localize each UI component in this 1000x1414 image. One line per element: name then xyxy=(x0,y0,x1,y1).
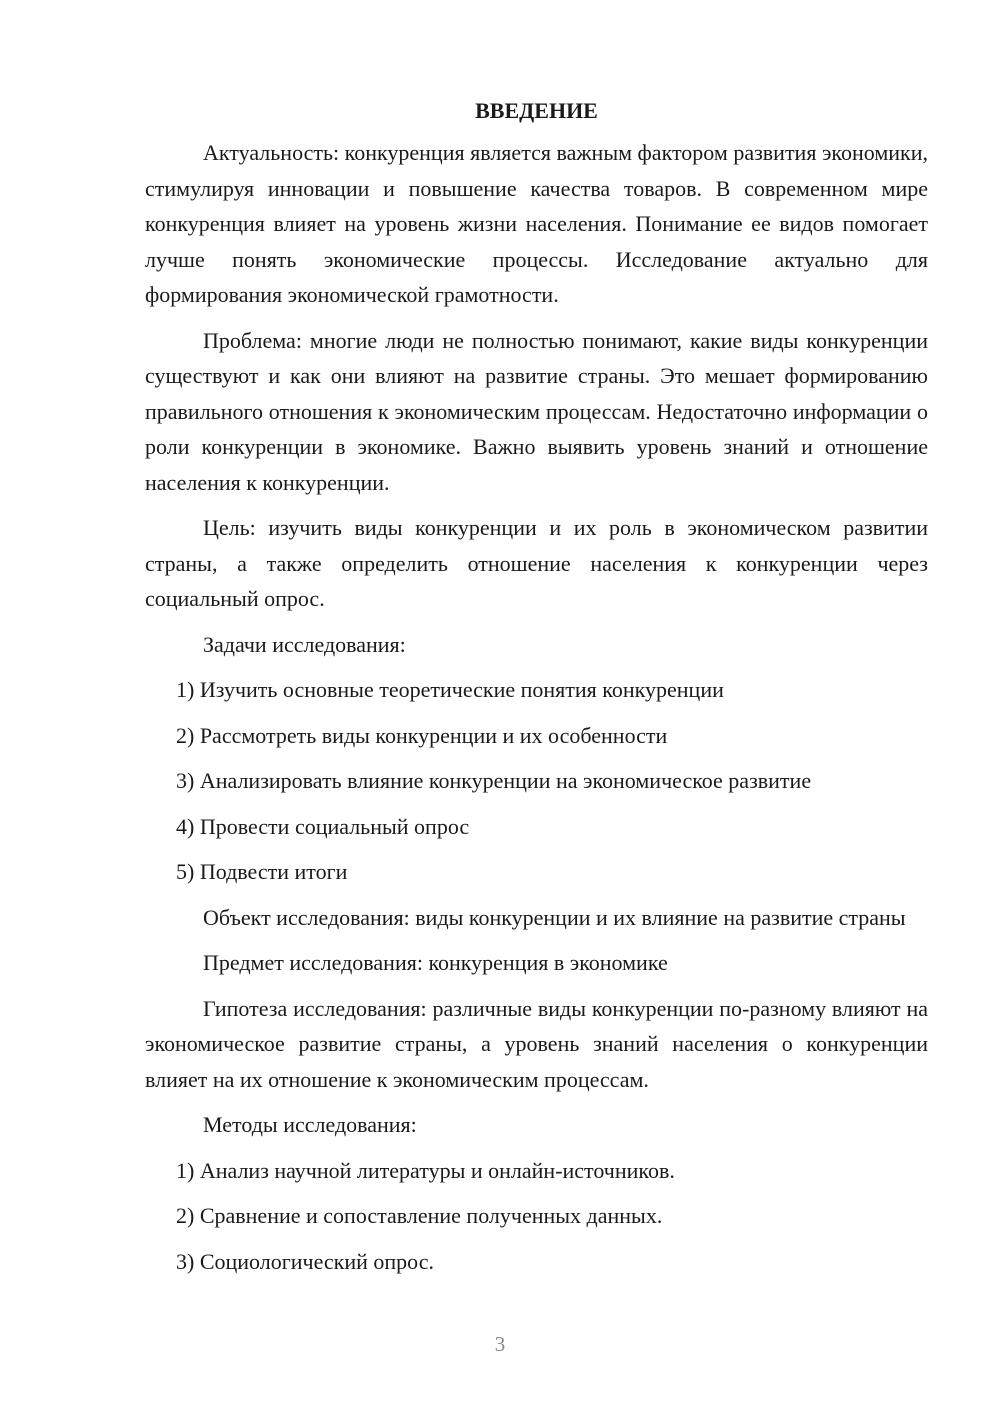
tasks-list xyxy=(145,672,928,890)
tasks-heading: Задачи исследования: xyxy=(203,631,406,657)
hypothesis-paragraph: Гипотеза исследования: различные виды конкуренции по-разному влияют на экономическое развитие страны, а уровень знаний населения о конкуренции влияет на их отношение к экономическим процессам. xyxy=(145,995,928,1092)
object-paragraph: Объект исследования: виды конкуренции и их влияние на развитие страны xyxy=(203,904,906,930)
task-item: 3) Анализировать влияние конкуренции на экономическое развитие xyxy=(176,768,812,793)
relevance-paragraph: Актуальность: конкуренция является важным фактором развития экономики, стимулируя инновации и повышение качества товаров. В современном мире конкуренция влияет на уровень жизни населения. Понимание ее видов помогает лучше понять экономические процессы. Исследование актуально для формирования экономической грамотности. xyxy=(145,140,928,307)
method-item: 1) Анализ научной литературы и онлайн-источников. xyxy=(176,1157,675,1183)
methods-heading: Методы исследования: xyxy=(203,1112,417,1137)
problem-paragraph: Проблема: многие люди не полностью понимают, какие виды конкуренции существуют и как они влияют на развитие страны. Это мешает формированию правильного отношения к экономическим процессам. Недостаточно информации о роли конкуренции в экономике. Важно выявить уровень знаний и отношение населения к конкуренции. xyxy=(145,327,928,495)
task-item: 5) Подвести итоги xyxy=(176,859,348,884)
task-item: 1) Изучить основные теоретические понятия конкуренции xyxy=(176,677,724,702)
method-item: 3) Социологический опрос. xyxy=(176,1248,434,1274)
subject-paragraph: Предмет исследования: конкуренция в экономике xyxy=(203,950,668,975)
section-title: ВВЕДЕНИЕ xyxy=(475,98,598,123)
task-item: 2) Рассмотреть виды конкуренции и их особенности xyxy=(176,722,668,748)
page-number: 3 xyxy=(494,1332,506,1356)
goal-paragraph: Цель: изучить виды конкуренции и их роль в экономическом развитии страны, а также определить отношение населения к конкуренции через социальный опрос. xyxy=(145,515,928,611)
page-content xyxy=(145,98,928,1289)
method-item: 2) Сравнение и сопоставление полученных данных. xyxy=(176,1203,663,1228)
task-item: 4) Провести социальный опрос xyxy=(176,813,470,839)
methods-list xyxy=(145,1153,928,1280)
